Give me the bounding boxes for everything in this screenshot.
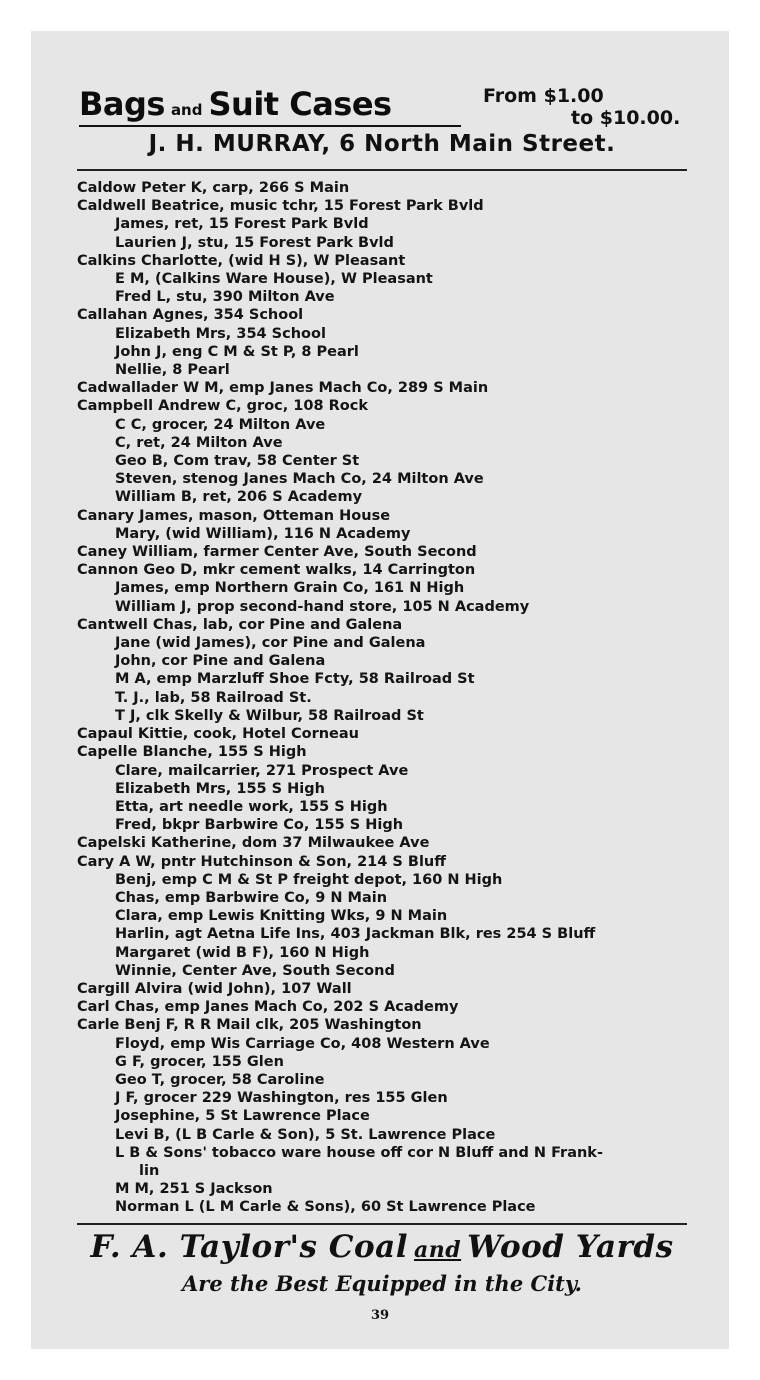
directory-entry: Caney William, farmer Center Ave, South Second: [77, 544, 477, 561]
directory-subentry: Harlin, agt Aetna Life Ins, 403 Jackman Blk, res 254 S Bluff: [115, 926, 596, 943]
directory-subentry: M A, emp Marzluff Shoe Fcty, 58 Railroad St: [115, 671, 475, 688]
directory-subentry: Elizabeth Mrs, 354 School: [115, 325, 326, 342]
directory-subentry: T. J., lab, 58 Railroad St.: [115, 689, 312, 706]
directory-subentry: Elizabeth Mrs, 155 S High: [115, 780, 325, 797]
directory-subentry: Benj, emp C M & St P freight depot, 160 N High: [115, 871, 503, 888]
directory-entry: Caldow Peter K, carp, 266 S Main: [77, 180, 350, 196]
directory-subentry: James, ret, 15 Forest Park Bvld: [115, 216, 369, 233]
directory-entry: Cannon Geo D, mkr cement walks, 14 Carrington: [77, 562, 476, 579]
directory-subentry-wrapped: [77, 1144, 697, 1180]
footer-divider: [77, 1223, 687, 1225]
directory-subentry: Floyd, emp Wis Carriage Co, 408 Western Ave: [115, 1035, 490, 1052]
directory-subentry: Margaret (wid B F), 160 N High: [115, 944, 370, 961]
directory-entry: Caldwell Beatrice, music tchr, 15 Forest Park Bvld: [77, 198, 484, 215]
ad-headline: [79, 85, 392, 123]
directory-subentry: Geo T, grocer, 58 Caroline: [115, 1071, 325, 1088]
ad-price-from: From $1.00: [483, 85, 604, 107]
directory-subentry: Chas, emp Barbwire Co, 9 N Main: [115, 889, 388, 906]
directory-subentry: C, ret, 24 Milton Ave: [115, 434, 283, 451]
directory-entry: Canary James, mason, Otteman House: [77, 507, 391, 524]
directory-subentry: John J, eng C M & St P, 8 Pearl: [115, 343, 359, 360]
footer-ad-tagline: Are the Best Equipped in the City.: [182, 1271, 582, 1296]
directory-subentry: Etta, art needle work, 155 S High: [115, 798, 388, 815]
ad-price-range: [483, 85, 680, 129]
directory-page: [31, 31, 729, 1349]
directory-subentry: J F, grocer 229 Washington, res 155 Glen: [115, 1090, 448, 1107]
directory-entry: Carle Benj F, R R Mail clk, 205 Washington: [77, 1017, 422, 1034]
footer-advertisement: [77, 1229, 687, 1296]
wrapped-entry-continuation: lin: [139, 1162, 160, 1179]
directory-subentry: James, emp Northern Grain Co, 161 N High: [115, 580, 465, 597]
directory-subentry: Geo B, Com trav, 58 Center St: [115, 453, 360, 470]
directory-entry: Capaul Kittie, cook, Hotel Corneau: [77, 726, 359, 743]
directory-subentry: M M, 251 S Jackson: [115, 1181, 273, 1198]
directory-subentry: Steven, stenog Janes Mach Co, 24 Milton Ave: [115, 471, 484, 488]
ad-seller-address: J. H. MURRAY, 6 North Main Street.: [148, 131, 616, 157]
page-number: 39: [370, 1308, 390, 1323]
ad-word-suit-cases: Suit Cases: [208, 85, 392, 123]
ad-word-bags: Bags: [79, 85, 165, 123]
directory-subentry: William J, prop second-hand store, 105 N Academy: [115, 598, 530, 615]
directory-entry: Callahan Agnes, 354 School: [77, 307, 304, 324]
directory-subentry: Mary, (wid William), 116 N Academy: [115, 525, 411, 542]
directory-subentry: C C, grocer, 24 Milton Ave: [115, 416, 326, 433]
ad-word-and: and: [170, 101, 203, 119]
footer-ad-headline: [77, 1229, 687, 1265]
footer-ad-name: F. A. Taylor's Coal: [90, 1229, 409, 1265]
directory-entry: Capelski Katherine, dom 37 Milwaukee Ave: [77, 835, 430, 852]
directory-entry: Cargill Alvira (wid John), 107 Wall: [77, 980, 352, 997]
wrapped-entry-line: L B & Sons' tobacco ware house off cor N Bluff and N Frank-: [115, 1144, 603, 1161]
directory-subentry: John, cor Pine and Galena: [115, 653, 326, 670]
directory-subentry: Nellie, 8 Pearl: [115, 362, 230, 379]
directory-entry: Capelle Blanche, 155 S High: [77, 744, 307, 761]
directory-subentry: Jane (wid James), cor Pine and Galena: [115, 635, 426, 652]
directory-subentry: Clara, emp Lewis Knitting Wks, 9 N Main: [115, 908, 448, 925]
directory-listing: [77, 179, 697, 1217]
directory-subentry: E M, (Calkins Ware House), W Pleasant: [115, 271, 433, 288]
directory-entry: Cary A W, pntr Hutchinson & Son, 214 S Bluff: [77, 853, 446, 870]
directory-subentry: Winnie, Center Ave, South Second: [115, 962, 395, 979]
directory-subentry: T J, clk Skelly & Wilbur, 58 Railroad St: [115, 707, 424, 724]
directory-entry: Cadwallader W M, emp Janes Mach Co, 289 S Main: [77, 380, 489, 397]
footer-ad-and: and: [414, 1237, 462, 1263]
directory-subentry: William B, ret, 206 S Academy: [115, 489, 363, 506]
directory-subentry: Norman L (L M Carle & Sons), 60 St Lawrence Place: [115, 1199, 536, 1216]
directory-entry: Carl Chas, emp Janes Mach Co, 202 S Academy: [77, 999, 459, 1016]
directory-subentry: Laurien J, stu, 15 Forest Park Bvld: [115, 234, 394, 251]
ad-headline-underline: [79, 125, 461, 127]
footer-ad-yards: Wood Yards: [467, 1229, 674, 1265]
directory-subentry: Fred L, stu, 390 Milton Ave: [115, 289, 335, 306]
directory-entry: Calkins Charlotte, (wid H S), W Pleasant: [77, 252, 406, 269]
directory-subentry: Josephine, 5 St Lawrence Place: [115, 1108, 370, 1125]
directory-entry: Campbell Andrew C, groc, 108 Rock: [77, 398, 368, 415]
directory-entry: Cantwell Chas, lab, cor Pine and Galena: [77, 616, 403, 633]
ad-price-to: to $10.00.: [571, 107, 681, 129]
directory-subentry: G F, grocer, 155 Glen: [115, 1053, 284, 1070]
header-advertisement: [79, 83, 685, 157]
header-divider: [77, 169, 687, 171]
directory-subentry: Clare, mailcarrier, 271 Prospect Ave: [115, 762, 409, 779]
directory-subentry: Fred, bkpr Barbwire Co, 155 S High: [115, 817, 404, 834]
directory-subentry: Levi B, (L B Carle & Son), 5 St. Lawrence Place: [115, 1126, 496, 1143]
